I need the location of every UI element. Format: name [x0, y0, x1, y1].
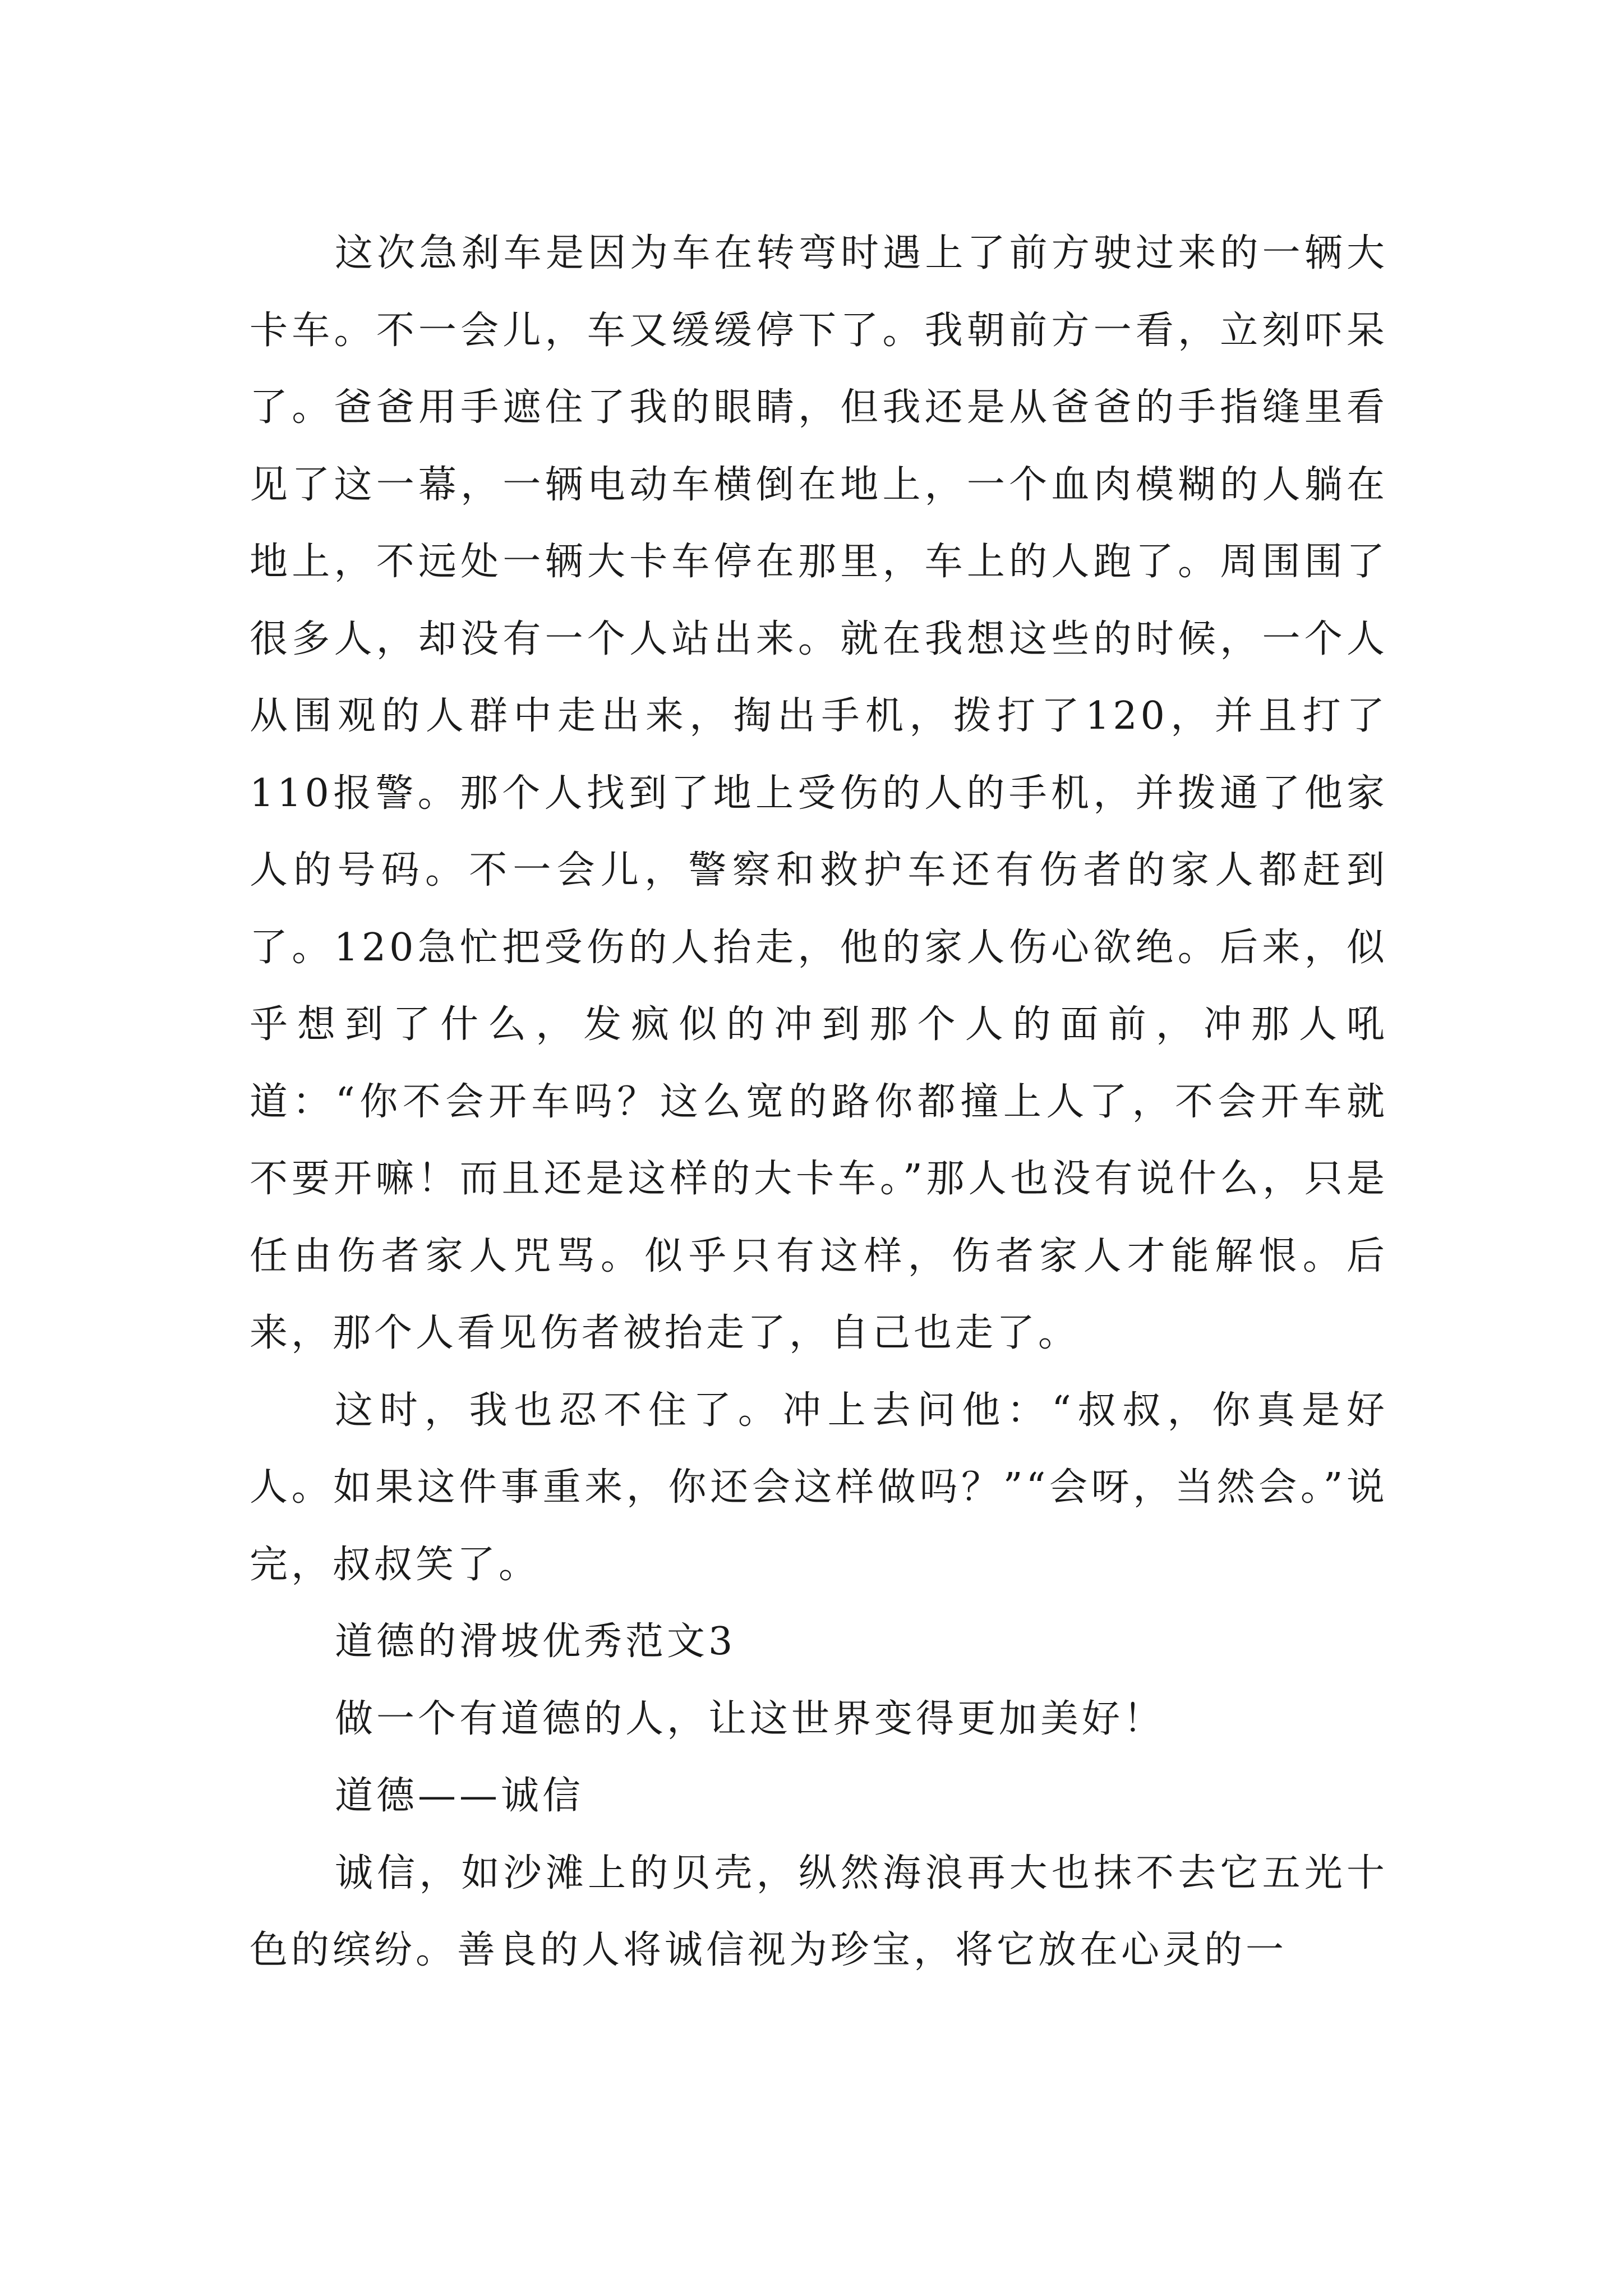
paragraph-accident: 这次急刹车是因为车在转弯时遇上了前方驶过来的一辆大卡车。不一会儿，车又缓缓停下了。我朝前方一看，立刻吓呆了。爸爸用手遮住了我的眼睛，但我还是从爸爸的手指缝里看见了这一幕，一辆电动车横倒在地上，一个血肉模糊的人躺在地上，不远处一辆大卡车停在那里，车上的人跑了。周围围了很多人，却没有一个人站出来。就在我想这些的时候，一个人从围观的人群中走出来，掏出手机，拨打了120，并且打了110报警。那个人找到了地上受伤的人的手机，并拨通了他家人的号码。不一会儿，警察和救护车还有伤者的家人都赶到了。120急忙把受伤的人抬走，他的家人伤心欲绝。后来，似乎想到了什么，发疯似的冲到那个人的面前，冲那人吼道：“你不会开车吗？这么宽的路你都撞上人了，不会开车就不要开嘛！而且还是这样的大卡车。”那人也没有说什么，只是任由伤者家人咒骂。似乎只有这样，伤者家人才能解恨。后来，那个人看见伤者被抬走了，自己也走了。	[250, 231, 1389, 1355]
section-title: 道德的滑坡优秀范文3	[335, 1619, 736, 1664]
motto-line: 做一个有道德的人，让这世界变得更加美好！	[335, 1696, 1165, 1741]
document-body	[250, 215, 1388, 1989]
subtitle-line: 道德——诚信	[335, 1774, 584, 1818]
paragraph-conversation: 这时，我也忍不住了。冲上去问他：“叔叔，你真是好人。如果这件事重来，你还会这样做吗？”“会呀，当然会。”说完，叔叔笑了。	[250, 1388, 1388, 1587]
paragraph-integrity: 诚信，如沙滩上的贝壳，纵然海浪再大也抹不去它五光十色的缤纷。善良的人将诚信视为珍宝，将它放在心灵的一	[250, 1851, 1388, 1972]
